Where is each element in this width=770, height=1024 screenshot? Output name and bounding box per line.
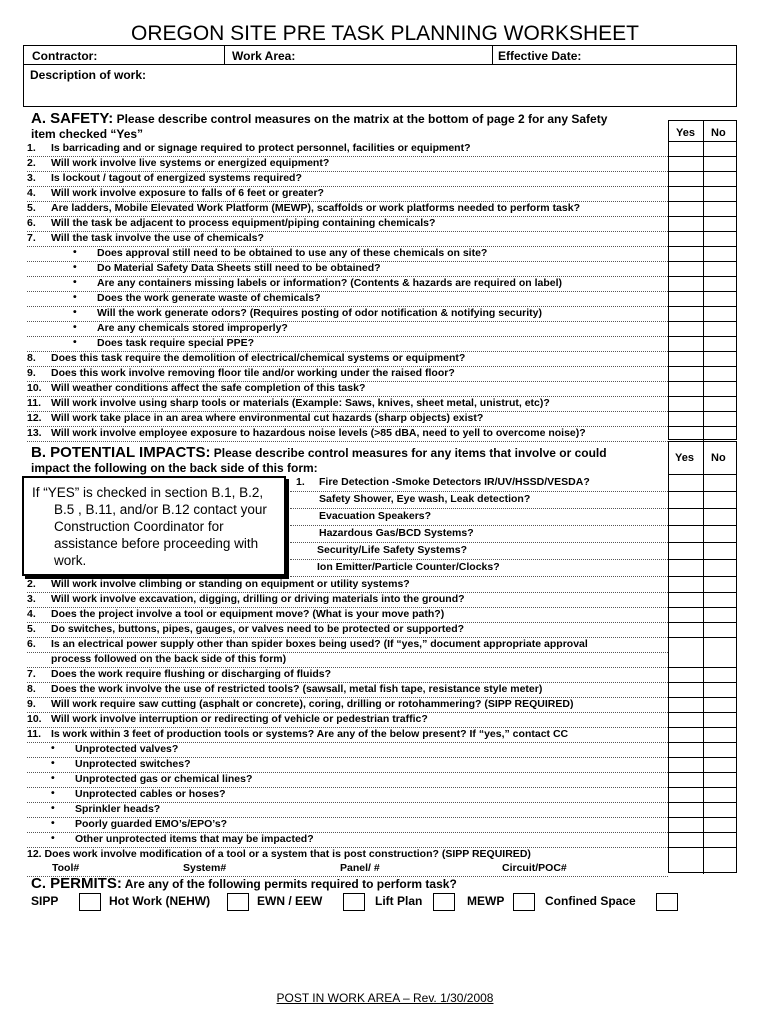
yes-checkbox[interactable] xyxy=(669,637,702,667)
item-text: Does task require special PPE? xyxy=(97,337,254,349)
item-text: Does the work require flushing or discharging of fluids? xyxy=(51,668,332,680)
no-checkbox[interactable] xyxy=(703,306,736,321)
impacts-bullet-question xyxy=(27,817,668,833)
no-checkbox[interactable] xyxy=(703,832,736,847)
yes-checkbox[interactable] xyxy=(669,381,702,396)
yes-checkbox[interactable] xyxy=(669,817,702,832)
impacts-b1-subitem: Ion Emitter/Particle Counter/Clocks? xyxy=(317,561,500,573)
item-number: 11. xyxy=(27,397,42,409)
permit-sipp-checkbox[interactable] xyxy=(79,893,101,911)
item-text: Will work involve climbing or standing on equipment or utility systems? xyxy=(51,578,410,590)
no-checkbox[interactable] xyxy=(703,336,736,351)
permit-ewn: EWN / EEW xyxy=(257,894,323,908)
item-number: 4. xyxy=(27,608,36,620)
no-checkbox[interactable] xyxy=(703,577,736,592)
yes-checkbox[interactable] xyxy=(669,697,702,712)
bullet-icon: • xyxy=(51,757,55,769)
yes-checkbox[interactable] xyxy=(669,492,702,508)
no-checkbox[interactable] xyxy=(703,742,736,757)
bullet-icon: • xyxy=(73,336,77,348)
item-text: Will work involve using sharp tools or materials (Example: Saws, knives, sheet metal, unistrut, etc)? xyxy=(51,397,550,409)
impacts-bullet-question xyxy=(27,832,668,848)
item-text: Other unprotected items that may be impacted? xyxy=(75,833,314,845)
yes-checkbox[interactable] xyxy=(669,276,702,291)
chemical-question xyxy=(27,261,668,277)
no-checkbox[interactable] xyxy=(703,231,736,246)
yes-checkbox[interactable] xyxy=(669,757,702,772)
no-checkbox[interactable] xyxy=(703,201,736,216)
chemical-question xyxy=(27,306,668,322)
permit-lift-plan-checkbox[interactable] xyxy=(433,893,455,911)
impacts-b1-subitem: Fire Detection -Smoke Detectors IR/UV/HSSD/VESDA? xyxy=(319,476,590,488)
item-number: 9. xyxy=(27,698,36,710)
safety-heading: A. SAFETY: Please describe control measures on the matrix at the bottom of page 2 for any Safety item checked “Yes” xyxy=(31,110,608,141)
yes-checkbox[interactable] xyxy=(669,682,702,697)
impacts-item xyxy=(27,577,668,593)
impacts-item xyxy=(27,727,668,743)
yes-checkbox[interactable] xyxy=(669,366,702,381)
impacts-b1-subitem: Evacuation Speakers? xyxy=(319,510,432,522)
item-number: 11. xyxy=(27,728,42,740)
no-checkbox[interactable] xyxy=(703,622,736,637)
permit-mewp-checkbox[interactable] xyxy=(513,893,535,911)
yes-checkbox[interactable] xyxy=(669,742,702,757)
chemical-question xyxy=(27,321,668,337)
yes-checkbox[interactable] xyxy=(669,351,702,366)
item-text: Do Material Safety Data Sheets still need to be obtained? xyxy=(97,262,381,274)
safety-item xyxy=(27,381,668,397)
no-checkbox[interactable] xyxy=(703,171,736,186)
impacts-bullet-question xyxy=(27,742,668,758)
no-checkbox[interactable] xyxy=(703,492,736,508)
bullet-icon: • xyxy=(73,291,77,303)
item-number: 6. xyxy=(27,217,36,229)
no-checkbox[interactable] xyxy=(703,637,736,667)
panel-field-label: Panel/ # xyxy=(340,862,380,874)
impacts-item xyxy=(27,607,668,623)
bullet-icon: • xyxy=(51,802,55,814)
permits-heading: C. PERMITS: Are any of the following permits required to perform task? xyxy=(31,875,457,892)
bullet-icon: • xyxy=(73,261,77,273)
item-text: Will work take place in an area where environmental cut hazards (sharp objects) exist? xyxy=(51,412,484,424)
item-text: Will the work generate odors? (Requires posting of odor notification & notifying security) xyxy=(97,307,543,319)
impacts-b1-subitem: Safety Shower, Eye wash, Leak detection? xyxy=(319,493,531,505)
safety-item xyxy=(27,171,668,187)
item-text: Is an electrical power supply other than spider boxes being used? (If “yes,” document appropriate approval xyxy=(51,638,588,650)
impacts-item xyxy=(27,712,668,728)
yes-checkbox[interactable] xyxy=(669,787,702,802)
no-checkbox[interactable] xyxy=(703,667,736,682)
permit-hot-work-checkbox[interactable] xyxy=(227,893,249,911)
tool-field-label: Tool# xyxy=(52,862,80,874)
yes-checkbox[interactable] xyxy=(669,396,702,411)
no-checkbox[interactable] xyxy=(703,787,736,802)
yes-checkbox[interactable] xyxy=(669,216,702,231)
yes-checkbox[interactable] xyxy=(669,560,702,576)
yes-checkbox[interactable] xyxy=(669,261,702,276)
safety-yes-header: Yes xyxy=(676,127,695,139)
safety-item xyxy=(27,411,668,427)
item-text: Will work involve interruption or redirecting of vehicle or pedestrian traffic? xyxy=(51,713,428,725)
no-checkbox[interactable] xyxy=(703,697,736,712)
bullet-icon: • xyxy=(73,276,77,288)
impacts-item-1-number: 1. xyxy=(296,476,305,488)
no-checkbox[interactable] xyxy=(703,381,736,396)
no-checkbox[interactable] xyxy=(703,509,736,525)
yes-checkbox[interactable] xyxy=(669,802,702,817)
safety-item xyxy=(27,231,668,247)
yes-checkbox[interactable] xyxy=(669,622,702,637)
item-text: Will weather conditions affect the safe completion of this task? xyxy=(51,382,366,394)
impacts-item xyxy=(27,592,668,608)
item-text: process followed on the back side of this form) xyxy=(51,653,287,665)
item-number: 3. xyxy=(27,593,36,605)
yes-checkbox[interactable] xyxy=(669,592,702,607)
item-text: Will work involve exposure to falls of 6 feet or greater? xyxy=(51,187,324,199)
no-checkbox[interactable] xyxy=(703,276,736,291)
item-text: Unprotected valves? xyxy=(75,743,179,755)
header-box xyxy=(23,45,737,107)
chemical-question xyxy=(27,246,668,262)
item-number: 13. xyxy=(27,427,42,439)
chemical-question xyxy=(27,336,668,352)
item-number: 8. xyxy=(27,352,36,364)
chemical-question xyxy=(27,291,668,307)
no-checkbox[interactable] xyxy=(703,817,736,832)
yes-checkbox[interactable] xyxy=(669,526,702,542)
work-area-label: Work Area: xyxy=(232,49,296,63)
item-text: Does this task require the demolition of electrical/chemical systems or equipment? xyxy=(51,352,466,364)
impacts-item xyxy=(27,622,668,638)
yes-checkbox[interactable] xyxy=(669,336,702,351)
no-checkbox[interactable] xyxy=(703,526,736,542)
no-checkbox[interactable] xyxy=(703,411,736,426)
yes-checkbox[interactable] xyxy=(669,141,702,156)
item-text: Will work require saw cutting (asphalt or concrete), coring, drilling or rotohammering? (SIPP REQUIRED) xyxy=(51,698,574,710)
item-text: Will work involve excavation, digging, drilling or driving materials into the ground? xyxy=(51,593,465,605)
item-number: 2. xyxy=(27,157,36,169)
bullet-icon: • xyxy=(51,787,55,799)
yes-checkbox[interactable] xyxy=(669,426,702,441)
permit-lift-plan: Lift Plan xyxy=(375,894,423,908)
no-checkbox[interactable] xyxy=(703,426,736,441)
no-checkbox[interactable] xyxy=(703,592,736,607)
item-text: Will work involve live systems or energized equipment? xyxy=(51,157,330,169)
effective-date-label: Effective Date: xyxy=(498,49,582,63)
yes-checkbox[interactable] xyxy=(669,712,702,727)
bullet-icon: • xyxy=(73,321,77,333)
safety-item xyxy=(27,351,668,367)
no-checkbox[interactable] xyxy=(703,712,736,727)
item-text: Is work within 3 feet of production tools or systems? Are any of the below present? If “yes,” contact CC xyxy=(51,728,569,740)
no-checkbox[interactable] xyxy=(703,847,736,877)
item-text: Poorly guarded EMO’s/EPO’s? xyxy=(75,818,228,830)
no-checkbox[interactable] xyxy=(703,772,736,787)
item-text: Does the work generate waste of chemicals? xyxy=(97,292,321,304)
permit-confined-space-checkbox[interactable] xyxy=(656,893,678,911)
no-checkbox[interactable] xyxy=(703,321,736,336)
item-text: Unprotected switches? xyxy=(75,758,191,770)
item-number: 6. xyxy=(27,638,36,650)
item-number: 10. xyxy=(27,713,42,725)
item-text: Is barricading and or signage required to protect personnel, facilities or equipment? xyxy=(51,142,471,154)
bullet-icon: • xyxy=(51,817,55,829)
yes-checkbox[interactable] xyxy=(669,411,702,426)
item-text: Sprinkler heads? xyxy=(75,803,161,815)
no-checkbox[interactable] xyxy=(703,607,736,622)
yes-checkbox[interactable] xyxy=(669,667,702,682)
yes-checkbox[interactable] xyxy=(669,847,702,877)
safety-item xyxy=(27,216,668,232)
no-checkbox[interactable] xyxy=(703,216,736,231)
no-checkbox[interactable] xyxy=(703,141,736,156)
permit-sipp: SIPP xyxy=(31,894,59,908)
safety-item xyxy=(27,156,668,172)
yes-checkbox[interactable] xyxy=(669,306,702,321)
item-text: Does approval still need to be obtained to use any of these chemicals on site? xyxy=(97,247,488,259)
impacts-item-12 xyxy=(27,847,668,862)
item-number: 5. xyxy=(27,623,36,635)
chemical-question xyxy=(27,276,668,292)
impacts-heading: B. POTENTIAL IMPACTS: Please describe control measures for any items that involve or could impact the following on the back side of this form: xyxy=(31,444,607,475)
impacts-bullet-question xyxy=(27,757,668,773)
bullet-icon: • xyxy=(51,742,55,754)
item-text: Will the task be adjacent to process equipment/piping containing chemicals? xyxy=(51,217,436,229)
yes-checkbox[interactable] xyxy=(669,475,702,491)
item-text: Do switches, buttons, pipes, gauges, or valves need to be protected or supported? xyxy=(51,623,465,635)
impacts-b1-subitem: Security/Life Safety Systems? xyxy=(317,544,467,556)
page-title: OREGON SITE PRE TASK PLANNING WORKSHEET xyxy=(131,22,639,45)
item-number: 8. xyxy=(27,683,36,695)
item-number: 2. xyxy=(27,578,36,590)
footer: POST IN WORK AREA – Rev. 1/30/2008 xyxy=(276,991,494,1005)
yes-checkbox[interactable] xyxy=(669,772,702,787)
no-checkbox[interactable] xyxy=(703,682,736,697)
yes-checkbox[interactable] xyxy=(669,186,702,201)
yes-checkbox[interactable] xyxy=(669,577,702,592)
item-text: Does this work involve removing floor tile and/or working under the raised floor? xyxy=(51,367,455,379)
yes-checkbox[interactable] xyxy=(669,231,702,246)
yes-checkbox[interactable] xyxy=(669,607,702,622)
item-number: 7. xyxy=(27,232,36,244)
bullet-icon: • xyxy=(73,246,77,258)
yes-checkbox[interactable] xyxy=(669,171,702,186)
yes-checkbox[interactable] xyxy=(669,543,702,559)
impacts-item xyxy=(27,682,668,698)
yes-checkbox[interactable] xyxy=(669,156,702,171)
yes-checkbox[interactable] xyxy=(669,291,702,306)
safety-item xyxy=(27,186,668,202)
no-checkbox[interactable] xyxy=(703,291,736,306)
item-text: 12. Does work involve modification of a tool or a system that is post construction? (SIPP REQUIRED) xyxy=(27,848,531,860)
bullet-icon: • xyxy=(51,772,55,784)
no-checkbox[interactable] xyxy=(703,396,736,411)
impacts-yes-header: Yes xyxy=(675,452,694,464)
no-checkbox[interactable] xyxy=(703,543,736,559)
item-number: 9. xyxy=(27,367,36,379)
item-text: Unprotected gas or chemical lines? xyxy=(75,773,253,785)
no-checkbox[interactable] xyxy=(703,366,736,381)
item-text: Unprotected cables or hoses? xyxy=(75,788,226,800)
impacts-item xyxy=(27,697,668,713)
no-checkbox[interactable] xyxy=(703,246,736,261)
item-text: Will the task involve the use of chemicals? xyxy=(51,232,264,244)
item-text: Does the project involve a tool or equipment move? (What is your move path?) xyxy=(51,608,445,620)
safety-item xyxy=(27,141,668,157)
system-field-label: System# xyxy=(183,862,227,874)
no-checkbox[interactable] xyxy=(703,560,736,576)
item-number: 7. xyxy=(27,668,36,680)
impacts-item xyxy=(27,667,668,683)
yes-checkbox[interactable] xyxy=(669,509,702,525)
no-checkbox[interactable] xyxy=(703,261,736,276)
permit-confined-space: Confined Space xyxy=(545,894,636,908)
no-checkbox[interactable] xyxy=(703,475,736,491)
yes-checkbox[interactable] xyxy=(669,321,702,336)
item-number: 5. xyxy=(27,202,36,214)
yes-checkbox[interactable] xyxy=(669,832,702,847)
item-text: Are any chemicals stored improperly? xyxy=(97,322,288,334)
bullet-icon: • xyxy=(73,306,77,318)
impacts-bullet-question xyxy=(27,787,668,803)
no-checkbox[interactable] xyxy=(703,186,736,201)
safety-item xyxy=(27,201,668,217)
permit-mewp: MEWP xyxy=(467,894,505,908)
item-text: Are any containers missing labels or information? (Contents & hazards are required on label) xyxy=(97,277,563,289)
circuit-field-label: Circuit/POC# xyxy=(502,862,567,874)
no-checkbox[interactable] xyxy=(703,727,736,742)
safety-item xyxy=(27,366,668,382)
callout-box: If “YES” is checked in section B.1, B.2, B.5 , B.11, and/or B.12 contact your Construction Coordinator for assistance before proceeding with work. xyxy=(22,476,286,576)
safety-no-header: No xyxy=(711,127,726,139)
yes-checkbox[interactable] xyxy=(669,246,702,261)
item-text: Will work involve employee exposure to hazardous noise levels (>85 dBA, need to yell to overcome noise)? xyxy=(51,427,586,439)
no-checkbox[interactable] xyxy=(703,156,736,171)
permit-ewn-checkbox[interactable] xyxy=(343,893,365,911)
item-number: 12. xyxy=(27,412,42,424)
impacts-item xyxy=(27,637,668,653)
yes-checkbox[interactable] xyxy=(669,201,702,216)
item-text: Does the work involve the use of restricted tools? (sawsall, metal fish tape, resistance style meter) xyxy=(51,683,543,695)
impacts-bullet-question xyxy=(27,772,668,788)
yes-checkbox[interactable] xyxy=(669,727,702,742)
description-label: Description of work: xyxy=(30,68,147,82)
item-number: 4. xyxy=(27,187,36,199)
no-checkbox[interactable] xyxy=(703,757,736,772)
item-number: 3. xyxy=(27,172,36,184)
safety-item xyxy=(27,396,668,412)
bullet-icon: • xyxy=(51,832,55,844)
item-number: 1. xyxy=(27,142,36,154)
item-number: 10. xyxy=(27,382,42,394)
contractor-label: Contractor: xyxy=(32,49,98,63)
safety-item xyxy=(27,426,668,442)
impacts-item-continued xyxy=(27,652,668,668)
no-checkbox[interactable] xyxy=(703,351,736,366)
item-text: Is lockout / tagout of energized systems required? xyxy=(51,172,302,184)
impacts-bullet-question xyxy=(27,802,668,818)
item-text: Are ladders, Mobile Elevated Work Platform (MEWP), scaffolds or work platforms needed to perform task? xyxy=(51,202,580,214)
impacts-b1-subitem: Hazardous Gas/BCD Systems? xyxy=(319,527,474,539)
permit-hot-work: Hot Work (NEHW) xyxy=(109,894,211,908)
impacts-no-header: No xyxy=(711,452,726,464)
no-checkbox[interactable] xyxy=(703,802,736,817)
